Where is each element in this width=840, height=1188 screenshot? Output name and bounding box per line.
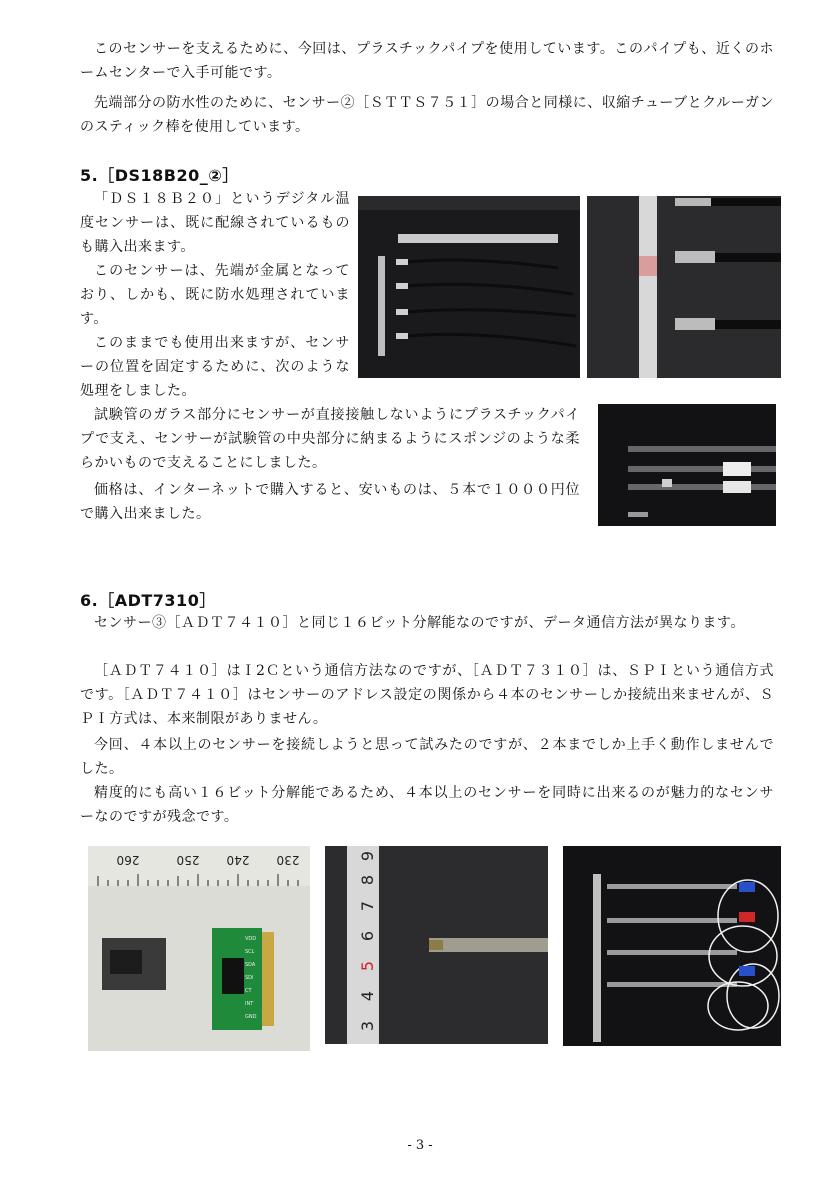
section-6-paragraph-4: 精度的にも高い１６ビット分解能であるため、４本以上のセンサーを同時に出来るのが魅力的なセンサーなのですが残念です。: [80, 785, 774, 825]
section-5-heading: 5.［DS18B20_②］: [80, 166, 239, 185]
section-5-paragraph-3: このままでも使用出来ますが、センサーの位置を固定するために、次のような処理をしました。: [80, 335, 350, 399]
section-5-paragraph-5: 価格は、インターネットで購入すると、安いものは、５本で１０００円位で購入出来ました。: [80, 482, 580, 522]
intro-paragraph-1: このセンサーを支えるために、今回は、プラスチックパイプを使用しています。このパイプも、近くのホームセンターで入手可能です。: [80, 41, 774, 81]
page-number: - 3 -: [407, 1138, 433, 1153]
ruler-label: 3: [358, 1020, 377, 1032]
ruler-label: 5: [358, 960, 377, 972]
ruler-label: 240: [226, 853, 250, 867]
section-5-paragraph-2: このセンサーは、先端が金属となっており、しかも、既に防水処理されています。: [80, 263, 350, 327]
photo-adt7310-probe-with-ruler: [325, 846, 548, 1044]
section-5-paragraph-1: 「ＤＳ１８Ｂ２０」というデジタル温度センサーは、既に配線されているものも購入出来ます。: [80, 191, 350, 255]
section-6-heading: 6.［ADT7310］: [80, 591, 216, 610]
ruler-label: 8: [358, 874, 377, 886]
ruler-label: 9: [358, 850, 377, 862]
section-6-paragraph-1: センサー③［ＡＤＴ７４１０］と同じ１６ビット分解能なのですが、データ通信方法が異なります。: [94, 615, 745, 631]
ruler-label: 7: [358, 900, 377, 912]
pcb-pin-label: SCL: [245, 949, 255, 955]
ruler-label: 260: [116, 853, 140, 867]
intro-paragraph-2: 先端部分の防水性のために、センサー②［ＳＴＴＳ７５１］の場合と同様に、収縮チューブとクルーガンのスティック棒を使用しています。: [80, 95, 774, 135]
pcb-pin-label: SDI: [245, 975, 254, 981]
ruler-label: 230: [276, 853, 300, 867]
pcb-pin-label: SDA: [245, 962, 256, 968]
photo-ds18b20-sensors-with-ruler: [358, 196, 580, 378]
section-5-paragraph-4: 試験管のガラス部分にセンサーが直接接触しないようにプラスチックパイプで支え、センサーが試験管の中央部分に納まるようにスポンジのような柔らかいもので支えることにしました。: [80, 407, 580, 471]
pcb-pin-label: CT: [245, 988, 252, 994]
section-6-paragraph-2: ［ＡＤＴ７４１０］はＩ2Ｃという通信方法なのですが、［ＡＤＴ７３１０］は、ＳＰＩという通信方式です。［ＡＤＴ７４１０］はセンサーのアドレス設定の関係から４本のセンサーしか接続出来ませんが、ＳＰＩ方式は、本来制限がありません。: [80, 663, 774, 727]
ruler-label: 250: [176, 853, 200, 867]
ruler-label: 4: [358, 990, 377, 1002]
photo-adt7310-chip-and-board: [88, 846, 310, 1051]
photo-test-tubes-with-sensors: [598, 404, 776, 526]
photo-adt7310-probes-with-wires: [563, 846, 781, 1046]
pcb-pin-label: VDD: [245, 936, 257, 942]
photo-ds18b20-probe-closeup: [587, 196, 781, 378]
pcb-pin-label: GND: [245, 1014, 257, 1020]
section-6-paragraph-3: 今回、４本以上のセンサーを接続しようと思って試みたのですが、２本までしか上手く動作しませんでした。: [80, 737, 774, 777]
ruler-label: 6: [358, 930, 377, 942]
pcb-pin-label: INT: [245, 1001, 254, 1007]
